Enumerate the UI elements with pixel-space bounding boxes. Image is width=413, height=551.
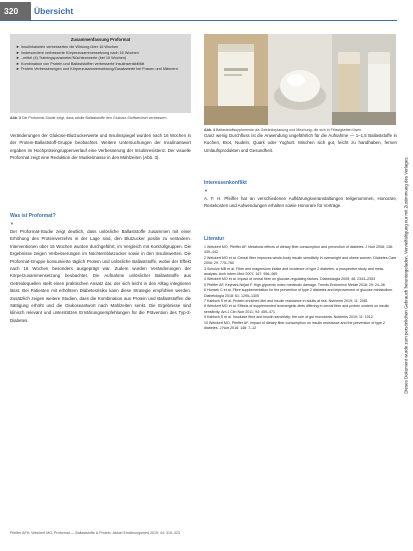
reference-item: 3 Schulze MB et al. Fiber and magnesium intake and incidence of type 2 diabetes: a prospective study and meta-analysis. Arch Intern Med 2007; 167: 956–965 — [204, 266, 384, 277]
triangle-icon: ▼ — [10, 221, 14, 226]
references-heading: Literatur — [204, 236, 225, 242]
figure-caption-text: Ballaststoffsupplemente als Getränkeplanung und Mischung, die sich in Flüssigkeiten lösen. — [215, 128, 363, 132]
body-paragraph: Der Proformat-Studie zeigt deutlich, dass unlösliche Ballaststoffe zusammen mit einer Erhöhung des Proteinverzehrs in der Lage sind, den Blutzucker positiv zu verändern. Interventionen über 16 Wochen wurden durchgeführt, im Vergleich mit Kontrollgruppen. Die Ergebnisse zeigen Verbesserungen im Nüchternblutzucker sowie in den Insulinwerten. Die Proformat-Gruppe konsumierte täglich Protein und unlösliche Ballaststoffe, wobei der Effekt nach 16 Wochen besonders ausgeprägt war. Zudem wurden Veränderungen der Körperzusammensetzung beobachtet. Die Aufnahme unlöslicher Ballaststoffe aus Getreidequellen stellt einen praktischen Ansatz dar, der sich leicht in den Alltag integrieren lässt. Bei Patienten mit erhöhtem Diabetesrisiko kann diese Strategie empfohlen werden. Zusätzlich zeigen weitere Studien, dass die Kombination aus Protein und Ballaststoffen die Sättigung erhöht und die Glukoseantwort nach Mahlzeiten senkt. Die Ergebnisse sind klinisch relevant und unterstützen Ernährungsempfehlungen für die Prävention des Typ-2-Diabetes. — [10, 229, 191, 323]
right-column — [204, 132, 397, 154]
reference-item: 7 Kabisch S et al. Protein-enriched diet and insulin resistance in adults at risk. Nutrients 2019; 11: 2081 — [204, 299, 368, 304]
summary-item — [16, 45, 185, 50]
photo-fiber-drinks — [332, 34, 396, 125]
reference-item: 5 Pfeiffer AF, Keyhani-Nejad F. High glycemic index metabolic damage. Trends Endocrinol Metab 2018; 29: 24–36 — [204, 282, 385, 287]
summary-title: Zusammenfassung Proformat — [70, 37, 131, 42]
figure-caption-label: Abb. 4 — [204, 128, 215, 132]
interest-paragraph: A. F. H. Pfeiffer hat an verschiedenen Aufklärungsveranstaltungen teilgenommen, Honorare, Reisekosten und Aufwendungen erhalten sowie Honorare für Vorträge. — [204, 196, 397, 209]
reference-item: 8 Weickert MO et al. Effects of supplemented isoenergetic diets differing in cereal fiber and protein content on insulin sensitivity. Am J Clin Nutr 2011; 94: 459–471 — [204, 304, 390, 314]
vertical-note-text: Dieses Dokument wurde zum persönlichen Gebrauch heruntergeladen. Vervielfältigung nur mit Zustimmung des Verlages. — [403, 156, 409, 394]
vertical-copyright-note — [402, 30, 410, 520]
summary-item — [16, 62, 185, 67]
reference-item: 9 Kabisch S et al. Insoluble fibre and insulin sensitivity: the role of gut microbiota. Nutrients 2019; 11: 1012 — [204, 315, 373, 320]
triangle-icon: ▼ — [204, 188, 208, 193]
interest-heading: Interessenkonflikt — [204, 180, 247, 186]
footer-citation: Pfeiffer AFH, Weickert MO. Proformat — Ballaststoffe & Protein. Aktuel Ernährungsmed 2019; 44: 319–323 — [10, 531, 180, 535]
arrow-icon: ► — [16, 67, 20, 71]
summary-list — [10, 42, 191, 72]
summary-item-text: Insbesondere verbesserte Körperzusammensetzung nach 16 Wochen — [21, 50, 139, 55]
references — [204, 236, 397, 332]
summary-item — [16, 67, 185, 72]
interest-block — [204, 195, 397, 210]
left-body — [10, 228, 191, 324]
arrow-icon: ► — [16, 61, 20, 66]
section-heading: Was ist Proformat? — [10, 213, 56, 219]
summary-item-text: Insulinkalorien verbesserten die Wirkung über 16 Wochen — [21, 45, 119, 49]
intro-paragraph: Veränderungen der Glukose-Blutzuckerwerte und Insulinspiegel wurden nach 16 Wochen in der Protein-Ballaststoff-Gruppe beobachtet. Weitere Untersuchungen der Insulinantwort ergaben im Hochproteingruppenverlauf eine Verbesserung der Insulinresistenz. Der visuelle Proformat zeigt eine Reduktion der Muskelmasse in den Mahlzeiten (Abb. 3). — [10, 133, 191, 161]
figure-caption-text: Die Proformat-Studie zeigt, dass adulte Ballaststoffe den Glukose-Stoffwechsel verbessern. — [21, 116, 168, 120]
figure-caption-left — [10, 116, 191, 121]
right-intro-paragraph: Ganz wenig Durchfluss ist die Anwendung ungefährlich für die Aufnahme — 1–1,5 Ballaststoffe in Kuchen, Brot, Nudeln, Quark oder Yoghurt. Mischen sich gut, leicht zu handhaben, fernen Umlaufsprodukten und Gesundheit. — [204, 133, 397, 153]
reference-item: 1 Weickert MO, Pfeiffer AF. Metabolic effects of dietary fiber consumption and prevention of diabetes. J Nutr 2008; 138: 439–442 — [204, 245, 393, 255]
header-rule — [0, 20, 397, 21]
arrow-icon: ► — [16, 50, 20, 55]
photo-fiber-powder — [268, 34, 332, 125]
figure-photos — [204, 34, 397, 125]
page-header — [0, 0, 413, 22]
summary-item — [16, 56, 185, 61]
reference-item: 6 Honsek C et al. Fibre supplementation for the prevention of type 2 diabetes and improvement of glucose metabolism. Diabetologia 2018; 61: 1295–1305 — [204, 288, 393, 298]
summary-item-text: Protein Verbesserungen und Körperzusammensetzung/Zusatzwerte bei Frauen und Männern — [21, 67, 178, 71]
figure-caption-label: Abb. 3 — [10, 116, 21, 120]
arrow-icon: ► — [16, 45, 20, 49]
photo-fiber-bag — [204, 34, 268, 125]
summary-box — [10, 34, 191, 113]
left-column — [10, 132, 191, 162]
summary-item-text: –mittel (4) Trainingsparameter/Nüchternwerte (bei 10 Wochen) — [21, 56, 127, 60]
reference-item: 2 Weickert MO et al. Cereal fiber improves whole-body insulin sensitivity in overweight and obese women. Diabetes Care 2006; 29: 775–780 — [204, 255, 397, 266]
arrow-icon: ► — [16, 56, 20, 60]
section-label: Übersicht — [34, 6, 74, 16]
summary-item-text: Kombination von Protein und Ballaststoffen verbesserte Insulinsensibilität — [21, 61, 145, 66]
reference-item: 10 Weickert MO, Pfeiffer AF. Impact of dietary fiber consumption on insulin resistance and the prevention of type 2 diabetes. J Nutr 2018; 148: 7–12 — [204, 320, 386, 331]
summary-item — [16, 51, 185, 56]
reference-item: 4 Weickert MO et al. Impact of cereal fibre on glucose-regulating factors. Diabetologia 2005; 48: 2343–2353 — [204, 277, 376, 282]
page-number: 320 — [0, 2, 31, 20]
